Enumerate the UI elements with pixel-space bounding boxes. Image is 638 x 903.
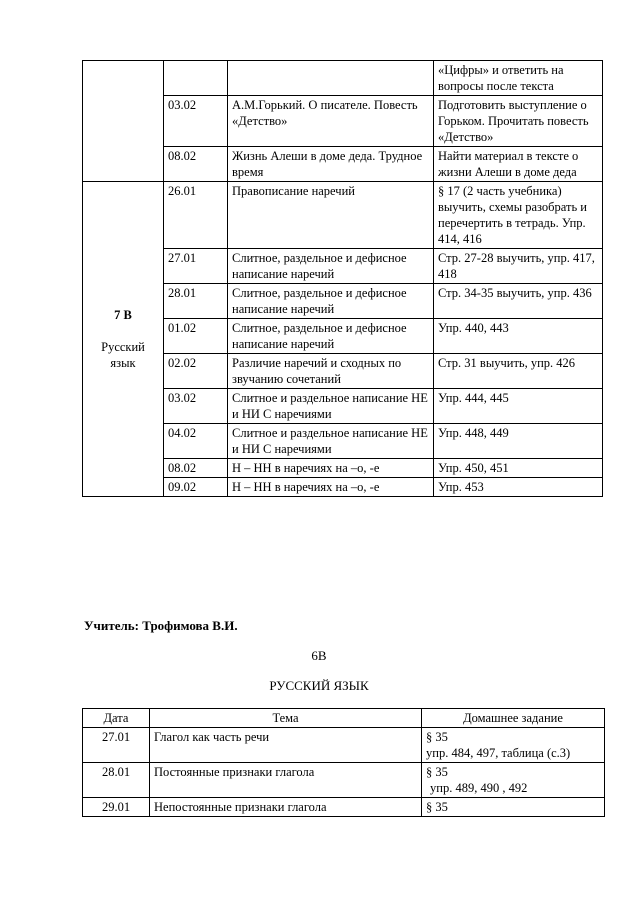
- date-cell: 26.01: [164, 182, 228, 249]
- topic-cell: Правописание наречий: [228, 182, 434, 249]
- topic-cell: Постоянные признаки глагола: [150, 763, 422, 798]
- date-cell: 28.01: [164, 284, 228, 319]
- table-row: [83, 182, 603, 249]
- class-subject: Русский язык: [101, 340, 145, 370]
- date-cell: 03.02: [164, 96, 228, 147]
- header-date: Дата: [83, 709, 150, 728]
- homework-cell: [422, 763, 605, 798]
- topic-cell: Различие наречий и сходных по звучанию сочетаний: [228, 354, 434, 389]
- homework-cell: Стр. 27-28 выучить, упр. 417, 418: [434, 249, 603, 284]
- topic-cell: Н – НН в наречиях на –о, -е: [228, 459, 434, 478]
- schedule-table-7v: [82, 60, 603, 497]
- date-cell: 02.02: [164, 354, 228, 389]
- homework-line: § 35: [426, 765, 448, 779]
- homework-cell: Подготовить выступление о Горьком. Прочитать повесть «Детство»: [434, 96, 603, 147]
- date-cell: 28.01: [83, 763, 150, 798]
- table-row: [83, 763, 605, 798]
- date-cell: [164, 61, 228, 96]
- topic-cell: Слитное и раздельное написание НЕ и НИ С наречиями: [228, 424, 434, 459]
- date-cell: 27.01: [83, 728, 150, 763]
- header-homework: Домашнее задание: [422, 709, 605, 728]
- class-title: 6В: [311, 648, 327, 663]
- class-cell-empty: [83, 61, 164, 182]
- homework-cell: Найти материал в тексте о жизни Алеши в доме деда: [434, 147, 603, 182]
- table-row: [83, 61, 603, 96]
- subject-title: РУССКИЙ ЯЗЫК: [269, 678, 369, 693]
- date-cell: 08.02: [164, 147, 228, 182]
- date-cell: 29.01: [83, 798, 150, 817]
- topic-cell: А.М.Горький. О писателе. Повесть «Детство»: [228, 96, 434, 147]
- table-row: [83, 798, 605, 817]
- topic-cell: Глагол как часть речи: [150, 728, 422, 763]
- homework-line: § 35: [426, 800, 448, 814]
- topic-cell: Жизнь Алеши в доме деда. Трудное время: [228, 147, 434, 182]
- topic-cell: Слитное, раздельное и дефисное написание наречий: [228, 319, 434, 354]
- homework-cell: Упр. 444, 445: [434, 389, 603, 424]
- date-cell: 27.01: [164, 249, 228, 284]
- date-cell: 08.02: [164, 459, 228, 478]
- homework-cell: [422, 798, 605, 817]
- homework-cell: Упр. 453: [434, 478, 603, 497]
- class-cell: [83, 182, 164, 497]
- topic-cell: Непостоянные признаки глагола: [150, 798, 422, 817]
- class-label: 7 В: [114, 308, 132, 322]
- topic-cell: [228, 61, 434, 96]
- homework-line: упр. 484, 497, таблица (с.3): [426, 746, 571, 760]
- schedule-table-6v: [82, 708, 605, 817]
- topic-cell: Слитное и раздельное написание НЕ и НИ С наречиями: [228, 389, 434, 424]
- topic-cell: Слитное, раздельное и дефисное написание наречий: [228, 249, 434, 284]
- homework-line: § 35: [426, 730, 448, 744]
- topic-cell: Н – НН в наречиях на –о, -е: [228, 478, 434, 497]
- header-row: [83, 709, 605, 728]
- homework-line: упр. 489, 490 , 492: [430, 781, 528, 795]
- homework-cell: Упр. 440, 443: [434, 319, 603, 354]
- homework-cell: § 17 (2 часть учебника) выучить, схемы разобрать и перечертить в тетрадь. Упр. 414, 416: [434, 182, 603, 249]
- teacher-name: Учитель: Трофимова В.И.: [84, 618, 238, 633]
- table-row: [83, 728, 605, 763]
- homework-cell: Упр. 450, 451: [434, 459, 603, 478]
- homework-cell: Стр. 34-35 выучить, упр. 436: [434, 284, 603, 319]
- date-cell: 09.02: [164, 478, 228, 497]
- homework-cell: [422, 728, 605, 763]
- homework-cell: Стр. 31 выучить, упр. 426: [434, 354, 603, 389]
- homework-cell: «Цифры» и ответить на вопросы после текста: [434, 61, 603, 96]
- header-topic: Тема: [150, 709, 422, 728]
- date-cell: 04.02: [164, 424, 228, 459]
- topic-cell: Слитное, раздельное и дефисное написание наречий: [228, 284, 434, 319]
- date-cell: 03.02: [164, 389, 228, 424]
- date-cell: 01.02: [164, 319, 228, 354]
- homework-cell: Упр. 448, 449: [434, 424, 603, 459]
